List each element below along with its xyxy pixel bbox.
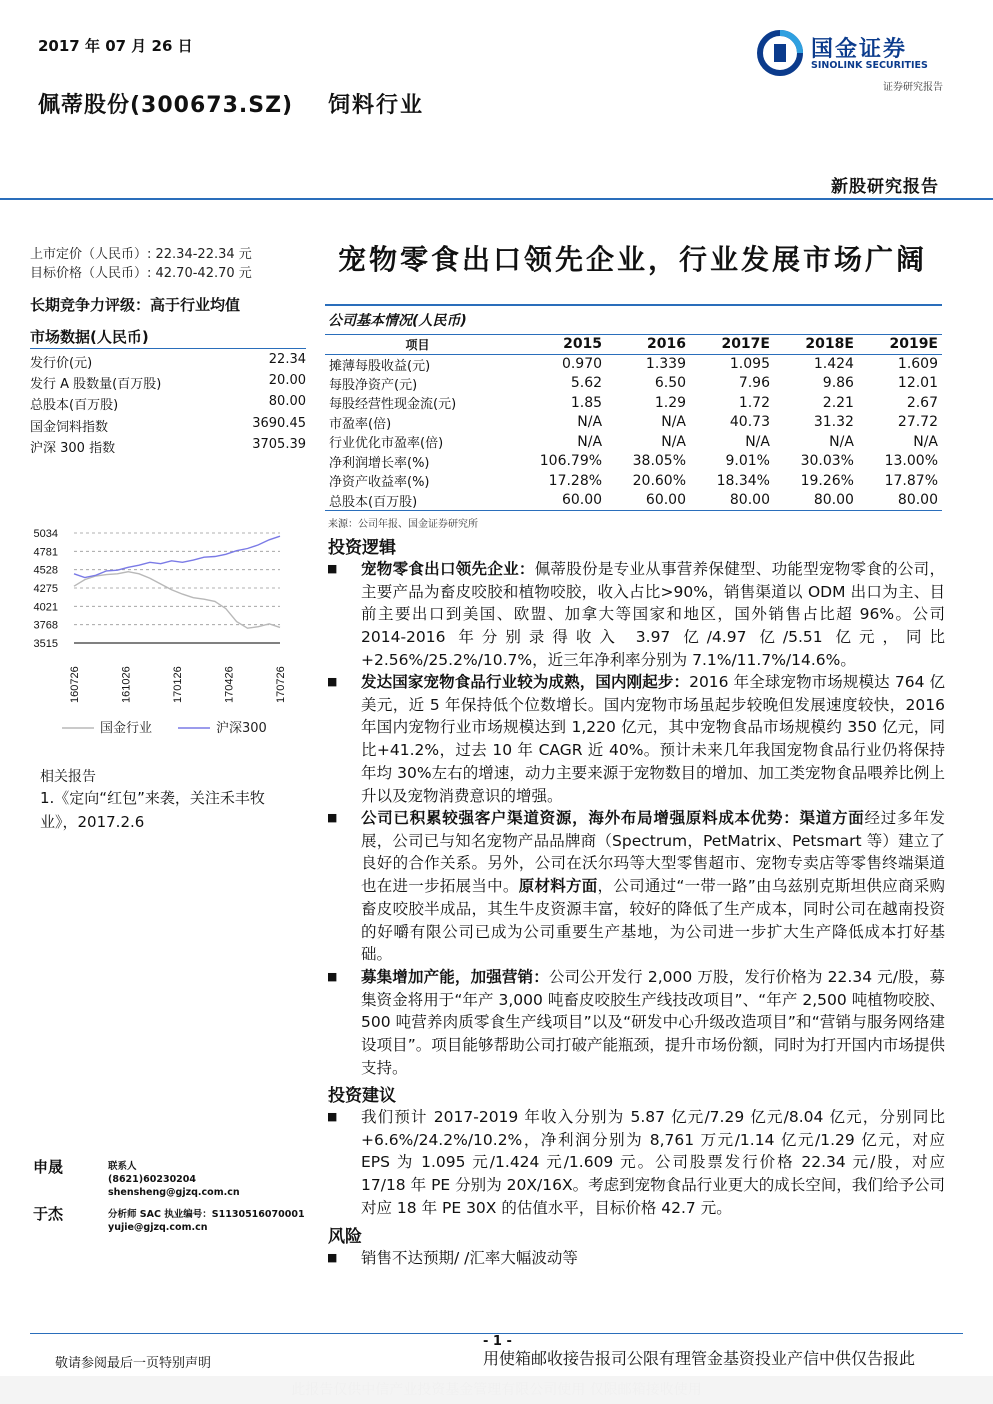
market-row-label: 发行价(元) xyxy=(30,356,93,371)
header-divider xyxy=(0,198,993,200)
table-cell: 19.26% xyxy=(800,472,854,489)
bullet-icon: ■ xyxy=(327,675,338,688)
report-title: 宠物零食出口领先企业，行业发展市场广阔 xyxy=(338,243,928,276)
analyst-email: yujie@gjzq.com.cn xyxy=(108,1222,208,1233)
competitiveness-rating: 长期竞争力评级：高于行业均值 xyxy=(30,296,241,314)
table-cell: 1.095 xyxy=(729,356,770,372)
para-lead: 发达国家宠物食品行业较为成熟，国内刚起步： xyxy=(361,673,690,691)
column-header: 2015 xyxy=(510,335,606,355)
market-data-title: 市场数据(人民币) xyxy=(30,328,149,346)
bullet-icon: ■ xyxy=(327,811,338,824)
x-tick-label: 170126 xyxy=(172,666,184,703)
target-price: 目标价格（人民币）: 42.70-42.70 元 xyxy=(30,266,252,281)
listing-price: 上市定价（人民币）: 22.34-22.34 元 xyxy=(30,247,252,262)
related-reports-title: 相关报告 xyxy=(40,769,96,785)
footer-disclaimer: 敬请参阅最后一页特别声明 xyxy=(55,1356,212,1371)
table-cell: 27.72 xyxy=(897,414,938,431)
market-row-value: 3705.39 xyxy=(252,437,306,452)
table-cell: 1.424 xyxy=(813,356,854,372)
market-row-value: 80.00 xyxy=(268,394,306,409)
row-label: 行业优化市盈率(倍) xyxy=(329,436,444,452)
table-cell: N/A xyxy=(661,414,687,431)
analyst-info xyxy=(108,1160,240,1199)
table-cell: 31.32 xyxy=(813,414,854,431)
legend-label: 沪深300 xyxy=(216,721,267,736)
price-chart xyxy=(26,515,316,745)
logic-paragraph xyxy=(361,807,945,966)
table-cell: 80.00 xyxy=(858,491,942,511)
table-title: 公司基本情况(人民币) xyxy=(328,313,467,329)
table-row xyxy=(325,432,942,452)
market-row-label: 总股本(百万股) xyxy=(30,398,119,413)
table-row xyxy=(325,354,942,374)
table-row xyxy=(325,491,942,511)
table-header-row xyxy=(325,335,942,355)
analyst-name: 申晟 xyxy=(33,1158,64,1176)
footer-watermark: 用使箱邮收接告报司公限有理管金基资投业产信中供仅告报此 xyxy=(483,1349,916,1368)
report-category: 新股研究报告 xyxy=(831,177,939,197)
row-label: 总股本(百万股) xyxy=(325,491,510,511)
table-cell: 80.00 xyxy=(774,491,858,511)
legend-label: 国金行业 xyxy=(100,721,153,736)
table-cell: 7.96 xyxy=(738,375,770,392)
table-cell: 20.60% xyxy=(632,472,687,489)
para-lead: 公司已积累较强客户渠道资源，海外布局增强原料成本优势： xyxy=(361,809,800,827)
table-cell: 40.73 xyxy=(729,414,770,431)
y-tick-label: 4275 xyxy=(33,583,58,595)
logo-mark-icon xyxy=(757,30,803,76)
row-label: 市盈率(倍) xyxy=(329,416,392,432)
sinolink-logo xyxy=(757,30,947,76)
x-tick-label: 170426 xyxy=(223,666,236,703)
section-title-advice: 投资建议 xyxy=(328,1086,396,1106)
logo-text-en: SINOLINK SECURITIES xyxy=(811,60,928,71)
analyst-name: 于杰 xyxy=(33,1205,64,1223)
report-date: 2017 年 07 月 26 日 xyxy=(38,37,193,55)
market-row-value: 20.00 xyxy=(268,373,306,388)
table-cell: N/A xyxy=(577,414,603,431)
market-row-label: 国金饲料指数 xyxy=(30,420,109,435)
table-row xyxy=(325,452,942,472)
analyst-role: 分析师 SAC 执业编号：S1130516070001 xyxy=(108,1209,305,1220)
row-label: 净利润增长率(%) xyxy=(329,455,430,471)
table-cell: 0.970 xyxy=(561,356,603,372)
para-lead: 原材料方面 xyxy=(518,877,598,896)
section-title-risk: 风险 xyxy=(328,1227,362,1247)
market-row-label: 发行 A 股数量(百万股) xyxy=(30,377,162,392)
table-cell: 80.00 xyxy=(690,491,774,511)
logic-paragraph xyxy=(361,558,945,672)
x-tick-label: 161026 xyxy=(120,666,133,703)
related-report-item: 1.《定向“红包”来袭，关注禾丰牧业》，2017.2.6 xyxy=(40,789,265,831)
column-header: 2017E xyxy=(690,335,774,355)
logic-paragraph xyxy=(361,671,945,807)
industry-name: 饲料行业 xyxy=(328,93,425,118)
table-row xyxy=(325,413,942,433)
report-type: 证券研究报告 xyxy=(883,82,943,93)
table-cell: 2.67 xyxy=(906,394,938,411)
market-row-value: 22.34 xyxy=(268,352,306,367)
risk-paragraph: 销售不达预期/ /汇率大幅波动等 xyxy=(361,1249,578,1267)
logo-text-cn: 国金证券 xyxy=(811,37,908,62)
table-row xyxy=(325,393,942,413)
table-cell: 5.62 xyxy=(570,375,603,392)
table-cell: N/A xyxy=(745,433,770,450)
y-tick-label: 4781 xyxy=(33,546,58,559)
table-cell: N/A xyxy=(661,433,687,450)
bullet-icon: ■ xyxy=(327,562,338,575)
y-tick-label: 5034 xyxy=(33,528,58,540)
table-cell: 18.34% xyxy=(716,472,770,489)
table-cell: 9.01% xyxy=(725,453,770,470)
table-cell: 9.86 xyxy=(822,375,854,392)
table-cell: 1.339 xyxy=(645,356,687,372)
table-cell: N/A xyxy=(913,433,938,450)
market-row xyxy=(30,437,306,458)
table-cell: 60.00 xyxy=(510,491,606,511)
analyst-phone: (8621)60230204 xyxy=(108,1174,197,1185)
table-cell: 60.00 xyxy=(606,491,690,511)
y-tick-label: 4528 xyxy=(33,564,58,577)
column-header: 项目 xyxy=(325,335,510,355)
financial-table xyxy=(325,334,942,511)
stock-name: 佩蒂股份(300673.SZ) xyxy=(38,93,294,118)
analyst-email: shensheng@gjzq.com.cn xyxy=(108,1187,240,1198)
market-row-label: 沪深 300 指数 xyxy=(30,441,116,456)
bullet-icon: ■ xyxy=(327,1251,338,1264)
table-cell: 1.609 xyxy=(897,356,938,372)
bullet-icon: ■ xyxy=(327,1110,338,1123)
market-row xyxy=(30,352,306,373)
y-tick-label: 4021 xyxy=(33,601,58,614)
table-cell: 2.21 xyxy=(822,394,854,411)
para-text: 公司公开发行 2,000 万股，发行价格为 22.34 元/股，募集资金将用于“年产 3,000 吨畜皮咬胶生产线技改项目”、“年产 2,500 吨植物咬胶、500 吨营养肉质零食生产线项目”以及“研发中心升级改造项目”和“营销与服务网络建设项目”。项目能够帮助公司打破产能瓶颈，提升市场份额，同时为打开国内市场提供支持。 xyxy=(361,968,945,1077)
market-row xyxy=(30,373,306,394)
market-row-value: 3690.45 xyxy=(252,416,306,431)
column-header: 2016 xyxy=(606,335,690,355)
row-label: 每股经营性现金流(元) xyxy=(329,397,457,413)
table-cell: 1.29 xyxy=(654,394,687,411)
market-data-divider xyxy=(30,348,306,349)
table-cell: 1.85 xyxy=(570,394,603,411)
para-text: 佩蒂股份是专业从事营养保健型、功能型宠物零食的公司，主要产品为畜皮咬胶和植物咬胶，收入占比>90%，销售渠道以 ODM 出口为主、目前主要出口到美国、欧盟、加拿大等国家和地区，国外销售占比超 96%。公司 2014-2016 年分别录得收入 3.97 亿/4.97 亿/5.51 亿元，同比+2.56%/25.2%/10.7%，近三年净利率分别为 7.1%/11.7%/14.6%。 xyxy=(361,560,945,669)
table-cell: 13.00% xyxy=(884,453,938,470)
table-cell: 106.79% xyxy=(539,453,603,470)
logic-paragraph xyxy=(361,966,945,1080)
table-cell: 6.50 xyxy=(654,375,687,392)
series-line xyxy=(74,572,280,629)
bottom-watermark: 此报告仅供中信产业投资基金管理有限公司使用 仅限邮箱接收使用 xyxy=(0,1376,993,1404)
section-title-logic: 投资逻辑 xyxy=(328,538,396,558)
table-source: 来源：公司年报、国金证券研究所 xyxy=(328,519,478,530)
advice-paragraph: 我们预计 2017-2019 年收入分别为 5.87 亿元/7.29 亿元/8.04 亿元，分别同比+6.6%/24.2%/10.2%，净利润分别为 8,761 万元/1.14 亿元/1.29 亿元，对应 EPS 为 1.095 元/1.424 元/1.609 元。公司股票发行价格 22.34 元/股，对应 17/18 年 PE 分别为 20X/16X。考虑到宠物食品行业更大的成长空间，我们给予公司对应 18 年 PE 30X 的估值水平，目标价格 42.7 元。 xyxy=(361,1108,945,1217)
table-cell: 30.03% xyxy=(800,453,854,470)
x-tick-label: 160726 xyxy=(69,666,81,703)
market-row xyxy=(30,416,306,437)
analyst-role: 联系人 xyxy=(108,1161,137,1172)
table-row xyxy=(325,471,942,491)
row-label: 每股净资产(元) xyxy=(329,377,418,393)
analyst-info xyxy=(108,1208,305,1234)
page-number: - 1 - xyxy=(483,1334,512,1349)
para-text: 经过多年发展，公司已与知名宠物产品品牌商（Spectrum，PetMatrix、Petsmart 等）建立了良好的合作关系。另外，公司在沃尔玛等大型零售超市、宠物专卖店等零售终端渠道也在进一步拓展当中。 xyxy=(361,809,945,896)
para-text: ，公司通过“一带一路”由乌兹别克斯坦供应商采购畜皮咬胶半成品，其生牛皮资源丰富，较好的降低了生产成本，同时公司在越南投资的好嚼有限公司已成为公司重要生产基地，为公司进一步扩大生产降低成本打好基础。 xyxy=(361,877,945,964)
para-lead: 渠道方面 xyxy=(799,809,865,827)
table-cell: N/A xyxy=(577,433,603,450)
y-tick-label: 3515 xyxy=(33,638,58,650)
row-label: 摊薄每股收益(元) xyxy=(329,358,431,374)
table-row xyxy=(325,374,942,394)
x-tick-label: 170726 xyxy=(275,666,287,703)
y-tick-label: 3768 xyxy=(33,619,58,632)
para-lead: 募集增加产能，加强营销： xyxy=(361,968,549,986)
para-lead: 宠物零食出口领先企业： xyxy=(361,560,535,578)
table-cell: 38.05% xyxy=(632,453,687,470)
column-header: 2018E xyxy=(774,335,858,355)
table-cell: N/A xyxy=(829,433,854,450)
series-line xyxy=(74,536,280,577)
para-text: 2016 年全球宠物市场规模达 764 亿美元，近 5 年保持低个位数增长。国内宠物市场虽起步较晚但发展速度较快，2016 年国内宠物行业市场规模达到 1,220 亿元，其中宠物食品市场规模约 350 亿元，同比+41.2%，过去 10 年 CAGR 近 40%。预计未来几年我国宠物食品行业仍将保持年均 30%左右的增速，动力主要来源于宠物数目的增加、加工类宠物食品喂养比例上升以及宠物消费意识的增强。 xyxy=(361,673,945,805)
bullet-icon: ■ xyxy=(327,970,338,983)
column-header: 2019E xyxy=(858,335,942,355)
table-cell: 17.87% xyxy=(884,472,938,489)
title-divider xyxy=(325,304,942,306)
table-cell: 17.28% xyxy=(548,472,603,489)
table-cell: 1.72 xyxy=(738,394,770,411)
table-cell: 12.01 xyxy=(897,375,938,392)
market-row xyxy=(30,394,306,415)
row-label: 净资产收益率(%) xyxy=(329,475,430,491)
